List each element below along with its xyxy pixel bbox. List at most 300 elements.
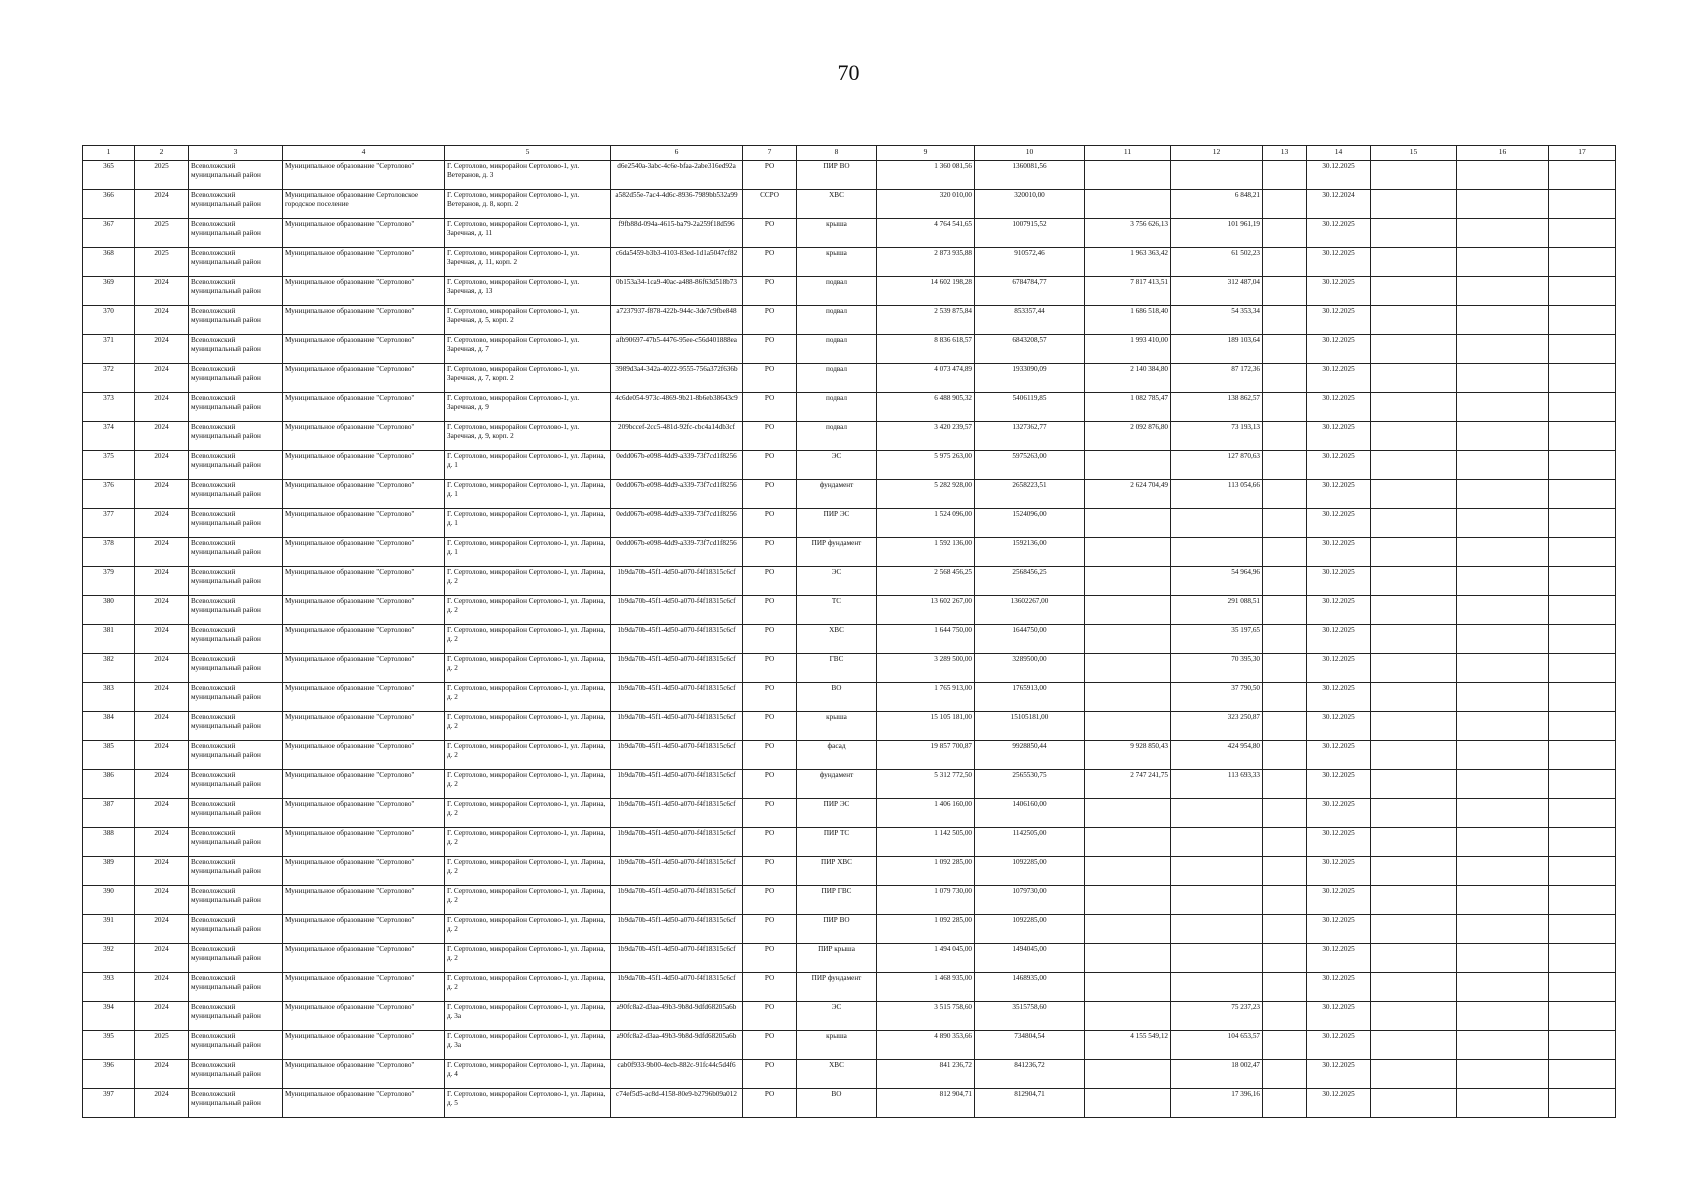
cell-deadline: 30.12.2025 — [1307, 306, 1371, 335]
cell-col-17 — [1549, 1031, 1616, 1060]
cell-col-15 — [1371, 393, 1457, 422]
cell-total-cost: 14 602 198,28 — [877, 277, 975, 306]
cell-total-cost: 1 406 160,00 — [877, 799, 975, 828]
cell-col-16 — [1457, 973, 1549, 1002]
cell-year: 2024 — [135, 654, 189, 683]
table-row — [83, 277, 1616, 306]
cell-year: 2024 — [135, 915, 189, 944]
cell-col-13 — [1263, 683, 1307, 712]
column-number-7: 7 — [743, 146, 797, 161]
cell-program: РО — [743, 741, 797, 770]
cell-col-16 — [1457, 538, 1549, 567]
cell-house-guid: 1b9da70b-45f1-4d50-a070-f4f18315c6cf — [611, 654, 743, 683]
cell-district: Всеволожский муниципальный район — [189, 509, 283, 538]
cell-total-cost: 5 975 263,00 — [877, 451, 975, 480]
cell-program: РО — [743, 219, 797, 248]
cell-district: Всеволожский муниципальный район — [189, 422, 283, 451]
cell-cost-other: 9 928 850,43 — [1085, 741, 1171, 770]
cell-deadline: 30.12.2025 — [1307, 538, 1371, 567]
cell-house-guid: 0edd067b-e098-4dd9-a339-73f7cd1f8256 — [611, 538, 743, 567]
cell-col-16 — [1457, 277, 1549, 306]
table-row — [83, 683, 1616, 712]
cell-col-16 — [1457, 886, 1549, 915]
cell-col-17 — [1549, 1002, 1616, 1031]
cell-municipality: Муниципальное образование "Сертолово" — [283, 1060, 445, 1089]
cell-col-16 — [1457, 306, 1549, 335]
cell-municipality: Муниципальное образование "Сертолово" — [283, 741, 445, 770]
cell-year: 2024 — [135, 683, 189, 712]
cell-row-number: 372 — [83, 364, 135, 393]
cell-total-cost: 1 092 285,00 — [877, 857, 975, 886]
cell-col-16 — [1457, 1002, 1549, 1031]
cell-deadline: 30.12.2025 — [1307, 712, 1371, 741]
cell-district: Всеволожский муниципальный район — [189, 451, 283, 480]
cell-year: 2024 — [135, 422, 189, 451]
cell-cost-fund: 841236,72 — [975, 1060, 1085, 1089]
cell-program: РО — [743, 712, 797, 741]
cell-district: Всеволожский муниципальный район — [189, 915, 283, 944]
cell-district: Всеволожский муниципальный район — [189, 1089, 283, 1118]
cell-municipality: Муниципальное образование "Сертолово" — [283, 277, 445, 306]
cell-district: Всеволожский муниципальный район — [189, 596, 283, 625]
cell-program: РО — [743, 799, 797, 828]
cell-cost-other: 7 817 413,51 — [1085, 277, 1171, 306]
cell-house-guid: f9fb88d-094a-4615-ba79-2a259f18d596 — [611, 219, 743, 248]
cell-deadline: 30.12.2025 — [1307, 857, 1371, 886]
cell-address: Г. Сертолово, микрорайон Сертолово-1, ул. Заречная, д. 9, корп. 2 — [445, 422, 611, 451]
cell-address: Г. Сертолово, микрорайон Сертолово-1, ул. Ларина, д. 5 — [445, 1089, 611, 1118]
cell-year: 2025 — [135, 219, 189, 248]
cell-district: Всеволожский муниципальный район — [189, 1031, 283, 1060]
column-number-8: 8 — [797, 146, 877, 161]
cell-col-17 — [1549, 973, 1616, 1002]
table-row — [83, 248, 1616, 277]
cell-cost-extra — [1171, 509, 1263, 538]
cell-deadline: 30.12.2024 — [1307, 190, 1371, 219]
cell-district: Всеволожский муниципальный район — [189, 654, 283, 683]
cell-house-guid: c6da5459-b3b3-4103-83ed-1d1a5047cf82 — [611, 248, 743, 277]
cell-col-16 — [1457, 567, 1549, 596]
cell-col-13 — [1263, 161, 1307, 190]
cell-municipality: Муниципальное образование "Сертолово" — [283, 335, 445, 364]
cell-cost-fund: 15105181,00 — [975, 712, 1085, 741]
cell-address: Г. Сертолово, микрорайон Сертолово-1, ул. Ларина, д. 2 — [445, 654, 611, 683]
cell-total-cost: 1 494 045,00 — [877, 944, 975, 973]
cell-work-type: ПИР фундамент — [797, 973, 877, 1002]
cell-program: РО — [743, 770, 797, 799]
table-row — [83, 741, 1616, 770]
cell-work-type: подвал — [797, 364, 877, 393]
column-number-17: 17 — [1549, 146, 1616, 161]
cell-program: РО — [743, 973, 797, 1002]
table-row — [83, 654, 1616, 683]
cell-col-16 — [1457, 219, 1549, 248]
cell-col-16 — [1457, 1060, 1549, 1089]
table-row — [83, 219, 1616, 248]
cell-house-guid: c74ef5d5-ac8d-4158-80e9-b2796b09a012 — [611, 1089, 743, 1118]
cell-col-15 — [1371, 567, 1457, 596]
cell-col-16 — [1457, 654, 1549, 683]
cell-cost-extra: 70 395,30 — [1171, 654, 1263, 683]
cell-work-type: ЭС — [797, 567, 877, 596]
table-row — [83, 567, 1616, 596]
cell-cost-extra: 6 848,21 — [1171, 190, 1263, 219]
cell-year: 2024 — [135, 886, 189, 915]
cell-col-17 — [1549, 886, 1616, 915]
cell-house-guid: 1b9da70b-45f1-4d50-a070-f4f18315c6cf — [611, 770, 743, 799]
cell-address: Г. Сертолово, микрорайон Сертолово-1, ул. Ларина, д. 2 — [445, 973, 611, 1002]
cell-municipality: Муниципальное образование "Сертолово" — [283, 219, 445, 248]
cell-cost-other: 2 624 704,49 — [1085, 480, 1171, 509]
cell-year: 2024 — [135, 770, 189, 799]
cell-work-type: ПИР ВО — [797, 915, 877, 944]
cell-house-guid: a7237937-f878-422b-944c-3de7c9fbe848 — [611, 306, 743, 335]
cell-work-type: ТС — [797, 596, 877, 625]
cell-col-15 — [1371, 538, 1457, 567]
cell-col-13 — [1263, 770, 1307, 799]
cell-district: Всеволожский муниципальный район — [189, 364, 283, 393]
cell-cost-extra — [1171, 944, 1263, 973]
cell-house-guid: 1b9da70b-45f1-4d50-a070-f4f18315c6cf — [611, 683, 743, 712]
cell-work-type: ЭС — [797, 1002, 877, 1031]
cell-cost-extra: 127 870,63 — [1171, 451, 1263, 480]
cell-program: РО — [743, 509, 797, 538]
cell-house-guid: 1b9da70b-45f1-4d50-a070-f4f18315c6cf — [611, 828, 743, 857]
cell-cost-other — [1085, 828, 1171, 857]
cell-program: РО — [743, 944, 797, 973]
cell-col-15 — [1371, 944, 1457, 973]
cell-work-type: ПИР ВО — [797, 161, 877, 190]
cell-row-number: 392 — [83, 944, 135, 973]
cell-house-guid: 1b9da70b-45f1-4d50-a070-f4f18315c6cf — [611, 799, 743, 828]
cell-year: 2024 — [135, 1060, 189, 1089]
cell-cost-other — [1085, 973, 1171, 1002]
cell-cost-extra — [1171, 973, 1263, 1002]
cell-house-guid: 0edd067b-e098-4dd9-a339-73f7cd1f8256 — [611, 509, 743, 538]
cell-total-cost: 8 836 618,57 — [877, 335, 975, 364]
cell-col-15 — [1371, 480, 1457, 509]
cell-house-guid: 0edd067b-e098-4dd9-a339-73f7cd1f8256 — [611, 451, 743, 480]
cell-district: Всеволожский муниципальный район — [189, 335, 283, 364]
cell-col-15 — [1371, 886, 1457, 915]
cell-cost-fund: 1079730,00 — [975, 886, 1085, 915]
cell-cost-fund: 1494045,00 — [975, 944, 1085, 973]
cell-cost-fund: 1644750,00 — [975, 625, 1085, 654]
cell-total-cost: 19 857 700,87 — [877, 741, 975, 770]
cell-col-16 — [1457, 944, 1549, 973]
cell-address: Г. Сертолово, микрорайон Сертолово-1, ул. Заречная, д. 11, корп. 2 — [445, 248, 611, 277]
cell-address: Г. Сертолово, микрорайон Сертолово-1, ул. Заречная, д. 9 — [445, 393, 611, 422]
cell-district: Всеволожский муниципальный район — [189, 567, 283, 596]
cell-year: 2024 — [135, 480, 189, 509]
cell-row-number: 383 — [83, 683, 135, 712]
cell-col-13 — [1263, 1089, 1307, 1118]
cell-row-number: 385 — [83, 741, 135, 770]
cell-row-number: 375 — [83, 451, 135, 480]
cell-col-15 — [1371, 770, 1457, 799]
cell-deadline: 30.12.2025 — [1307, 1060, 1371, 1089]
table-row — [83, 770, 1616, 799]
cell-col-15 — [1371, 277, 1457, 306]
cell-cost-extra: 35 197,65 — [1171, 625, 1263, 654]
table-row — [83, 973, 1616, 1002]
table-row — [83, 712, 1616, 741]
cell-cost-fund: 13602267,00 — [975, 596, 1085, 625]
cell-district: Всеволожский муниципальный район — [189, 219, 283, 248]
cell-col-13 — [1263, 393, 1307, 422]
cell-col-15 — [1371, 422, 1457, 451]
cell-col-17 — [1549, 799, 1616, 828]
cell-col-17 — [1549, 190, 1616, 219]
cell-house-guid: afb90697-47b5-4476-95ee-c56d401888ea — [611, 335, 743, 364]
cell-deadline: 30.12.2025 — [1307, 422, 1371, 451]
cell-row-number: 384 — [83, 712, 135, 741]
column-number-12: 12 — [1171, 146, 1263, 161]
cell-house-guid: 1b9da70b-45f1-4d50-a070-f4f18315c6cf — [611, 625, 743, 654]
cell-col-17 — [1549, 306, 1616, 335]
cell-row-number: 376 — [83, 480, 135, 509]
cell-work-type: ХВС — [797, 625, 877, 654]
cell-house-guid: 1b9da70b-45f1-4d50-a070-f4f18315c6cf — [611, 973, 743, 1002]
cell-cost-fund: 1592136,00 — [975, 538, 1085, 567]
cell-cost-extra: 104 653,57 — [1171, 1031, 1263, 1060]
cell-work-type: подвал — [797, 422, 877, 451]
cell-deadline: 30.12.2025 — [1307, 509, 1371, 538]
cell-deadline: 30.12.2025 — [1307, 683, 1371, 712]
cell-address: Г. Сертолово, микрорайон Сертолово-1, ул. Ларина, д. 1 — [445, 451, 611, 480]
cell-work-type: ВО — [797, 683, 877, 712]
cell-col-16 — [1457, 248, 1549, 277]
table-row — [83, 1031, 1616, 1060]
cell-district: Всеволожский муниципальный район — [189, 712, 283, 741]
column-number-1: 1 — [83, 146, 135, 161]
cell-row-number: 367 — [83, 219, 135, 248]
table-body — [83, 146, 1616, 1118]
cell-row-number: 386 — [83, 770, 135, 799]
cell-cost-extra: 323 250,87 — [1171, 712, 1263, 741]
cell-col-13 — [1263, 973, 1307, 1002]
cell-deadline: 30.12.2025 — [1307, 596, 1371, 625]
cell-total-cost: 13 602 267,00 — [877, 596, 975, 625]
cell-program: РО — [743, 335, 797, 364]
cell-municipality: Муниципальное образование "Сертолово" — [283, 596, 445, 625]
cell-work-type: ГВС — [797, 654, 877, 683]
cell-total-cost: 15 105 181,00 — [877, 712, 975, 741]
cell-col-13 — [1263, 625, 1307, 654]
column-number-2: 2 — [135, 146, 189, 161]
cell-row-number: 390 — [83, 886, 135, 915]
cell-col-15 — [1371, 190, 1457, 219]
cell-cost-other — [1085, 451, 1171, 480]
cell-col-17 — [1549, 567, 1616, 596]
cell-cost-extra: 189 103,64 — [1171, 335, 1263, 364]
cell-program: РО — [743, 886, 797, 915]
cell-col-13 — [1263, 509, 1307, 538]
column-number-14: 14 — [1307, 146, 1371, 161]
cell-col-16 — [1457, 335, 1549, 364]
cell-year: 2025 — [135, 248, 189, 277]
cell-cost-fund: 5975263,00 — [975, 451, 1085, 480]
cell-deadline: 30.12.2025 — [1307, 828, 1371, 857]
cell-house-guid: 1b9da70b-45f1-4d50-a070-f4f18315c6cf — [611, 944, 743, 973]
cell-program: РО — [743, 364, 797, 393]
cell-program: РО — [743, 625, 797, 654]
cell-col-16 — [1457, 799, 1549, 828]
cell-row-number: 395 — [83, 1031, 135, 1060]
cell-address: Г. Сертолово, микрорайон Сертолово-1, ул. Ларина, д. 2 — [445, 770, 611, 799]
cell-col-13 — [1263, 944, 1307, 973]
cell-deadline: 30.12.2025 — [1307, 364, 1371, 393]
cell-program: РО — [743, 1060, 797, 1089]
cell-address: Г. Сертолово, микрорайон Сертолово-1, ул. Ларина, д. 4 — [445, 1060, 611, 1089]
cell-work-type: подвал — [797, 277, 877, 306]
cell-deadline: 30.12.2025 — [1307, 625, 1371, 654]
table-row — [83, 538, 1616, 567]
cell-municipality: Муниципальное образование "Сертолово" — [283, 799, 445, 828]
cell-district: Всеволожский муниципальный район — [189, 973, 283, 1002]
cell-total-cost: 5 282 928,00 — [877, 480, 975, 509]
cell-address: Г. Сертолово, микрорайон Сертолово-1, ул. Ларина, д. 3а — [445, 1002, 611, 1031]
cell-deadline: 30.12.2025 — [1307, 799, 1371, 828]
cell-house-guid: 0edd067b-e098-4dd9-a339-73f7cd1f8256 — [611, 480, 743, 509]
cell-cost-other — [1085, 567, 1171, 596]
cell-col-17 — [1549, 219, 1616, 248]
table-row — [83, 944, 1616, 973]
cell-house-guid: 1b9da70b-45f1-4d50-a070-f4f18315c6cf — [611, 712, 743, 741]
cell-district: Всеволожский муниципальный район — [189, 538, 283, 567]
cell-deadline: 30.12.2025 — [1307, 567, 1371, 596]
cell-col-16 — [1457, 828, 1549, 857]
cell-cost-extra: 113 054,66 — [1171, 480, 1263, 509]
cell-cost-fund: 3515758,60 — [975, 1002, 1085, 1031]
cell-cost-other — [1085, 1089, 1171, 1118]
cell-col-16 — [1457, 480, 1549, 509]
column-number-row — [83, 146, 1616, 161]
cell-row-number: 379 — [83, 567, 135, 596]
cell-municipality: Муниципальное образование "Сертолово" — [283, 683, 445, 712]
cell-cost-other — [1085, 857, 1171, 886]
cell-col-13 — [1263, 451, 1307, 480]
cell-cost-other — [1085, 683, 1171, 712]
cell-total-cost: 3 420 239,57 — [877, 422, 975, 451]
cell-col-15 — [1371, 509, 1457, 538]
cell-total-cost: 6 488 905,32 — [877, 393, 975, 422]
table-row — [83, 364, 1616, 393]
cell-work-type: подвал — [797, 335, 877, 364]
cell-col-13 — [1263, 190, 1307, 219]
cell-district: Всеволожский муниципальный район — [189, 480, 283, 509]
table-row — [83, 509, 1616, 538]
cell-district: Всеволожский муниципальный район — [189, 306, 283, 335]
cell-col-13 — [1263, 1060, 1307, 1089]
cell-deadline: 30.12.2025 — [1307, 480, 1371, 509]
cell-cost-extra: 37 790,50 — [1171, 683, 1263, 712]
cell-col-13 — [1263, 248, 1307, 277]
cell-col-13 — [1263, 364, 1307, 393]
cell-year: 2024 — [135, 567, 189, 596]
cell-work-type: ПИР ХВС — [797, 857, 877, 886]
cell-year: 2024 — [135, 596, 189, 625]
cell-cost-extra: 18 002,47 — [1171, 1060, 1263, 1089]
cell-cost-other — [1085, 538, 1171, 567]
cell-cost-fund: 5406119,85 — [975, 393, 1085, 422]
cell-cost-other — [1085, 161, 1171, 190]
cell-year: 2024 — [135, 277, 189, 306]
cell-col-16 — [1457, 712, 1549, 741]
cell-municipality: Муниципальное образование "Сертолово" — [283, 567, 445, 596]
cell-deadline: 30.12.2025 — [1307, 944, 1371, 973]
cell-municipality: Муниципальное образование "Сертолово" — [283, 712, 445, 741]
cell-col-13 — [1263, 712, 1307, 741]
cell-address: Г. Сертолово, микрорайон Сертолово-1, ул. Ларина, д. 2 — [445, 741, 611, 770]
cell-municipality: Муниципальное образование "Сертолово" — [283, 857, 445, 886]
cell-col-15 — [1371, 1031, 1457, 1060]
cell-col-16 — [1457, 683, 1549, 712]
cell-year: 2024 — [135, 857, 189, 886]
table-row — [83, 306, 1616, 335]
cell-row-number: 388 — [83, 828, 135, 857]
cell-municipality: Муниципальное образование "Сертолово" — [283, 306, 445, 335]
cell-program: РО — [743, 1031, 797, 1060]
cell-cost-other — [1085, 625, 1171, 654]
cell-year: 2024 — [135, 1002, 189, 1031]
cell-program: РО — [743, 306, 797, 335]
cell-program: РО — [743, 857, 797, 886]
cell-col-13 — [1263, 596, 1307, 625]
cell-district: Всеволожский муниципальный район — [189, 625, 283, 654]
cell-cost-fund: 2565530,75 — [975, 770, 1085, 799]
cell-district: Всеволожский муниципальный район — [189, 161, 283, 190]
cell-cost-fund: 1092285,00 — [975, 915, 1085, 944]
cell-program: РО — [743, 393, 797, 422]
cell-cost-other — [1085, 190, 1171, 219]
cell-year: 2024 — [135, 393, 189, 422]
cell-house-guid: 209bccef-2cc5-481d-92fc-cbc4a14db3cf — [611, 422, 743, 451]
cell-municipality: Муниципальное образование "Сертолово" — [283, 364, 445, 393]
cell-year: 2024 — [135, 799, 189, 828]
cell-house-guid: cab0f933-9b00-4ecb-882c-91fc44c5d4f6 — [611, 1060, 743, 1089]
cell-col-13 — [1263, 1002, 1307, 1031]
cell-col-15 — [1371, 799, 1457, 828]
cell-col-13 — [1263, 422, 1307, 451]
cell-col-13 — [1263, 1031, 1307, 1060]
cell-address: Г. Сертолово, микрорайон Сертолово-1, ул. Ларина, д. 2 — [445, 799, 611, 828]
cell-cost-other — [1085, 915, 1171, 944]
cell-address: Г. Сертолово, микрорайон Сертолово-1, ул. Ларина, д. 2 — [445, 712, 611, 741]
cell-row-number: 380 — [83, 596, 135, 625]
cell-row-number: 366 — [83, 190, 135, 219]
cell-address: Г. Сертолово, микрорайон Сертолово-1, ул. Ветеранов, д. 3 — [445, 161, 611, 190]
cell-work-type: ХВС — [797, 1060, 877, 1089]
cell-district: Всеволожский муниципальный район — [189, 741, 283, 770]
cell-work-type: ВО — [797, 1089, 877, 1118]
cell-cost-extra — [1171, 799, 1263, 828]
cell-work-type: крыша — [797, 219, 877, 248]
cell-municipality: Муниципальное образование "Сертолово" — [283, 654, 445, 683]
cell-address: Г. Сертолово, микрорайон Сертолово-1, ул. Ларина, д. 1 — [445, 480, 611, 509]
cell-year: 2024 — [135, 944, 189, 973]
cell-cost-other: 2 747 241,75 — [1085, 770, 1171, 799]
cell-work-type: ЭС — [797, 451, 877, 480]
cell-total-cost: 4 890 353,66 — [877, 1031, 975, 1060]
cell-program: ССРО — [743, 190, 797, 219]
cell-cost-fund: 1360081,56 — [975, 161, 1085, 190]
cell-col-17 — [1549, 770, 1616, 799]
cell-municipality: Муниципальное образование "Сертолово" — [283, 248, 445, 277]
cell-cost-other — [1085, 799, 1171, 828]
cell-deadline: 30.12.2025 — [1307, 741, 1371, 770]
cell-district: Всеволожский муниципальный район — [189, 886, 283, 915]
